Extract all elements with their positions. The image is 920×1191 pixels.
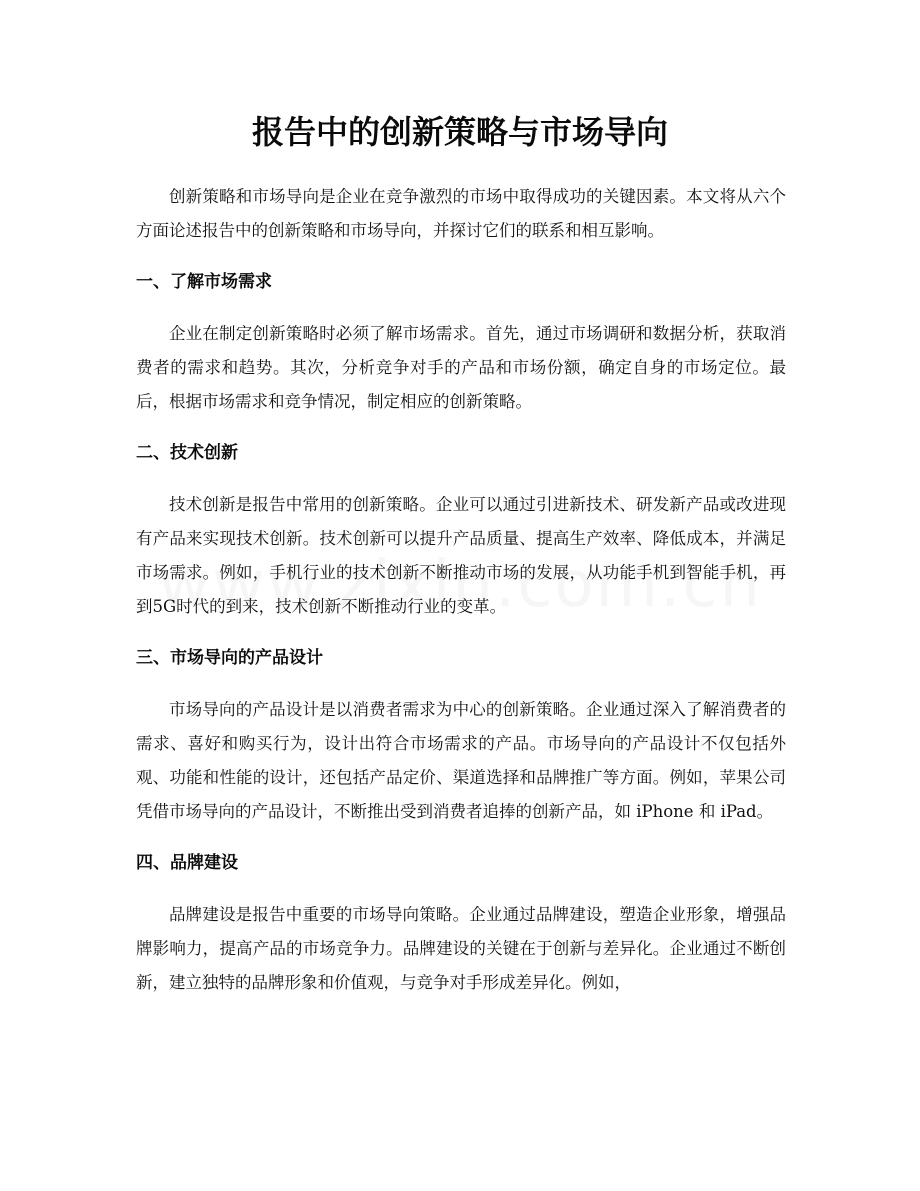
section-heading-tech-innovation: 二、技术创新 xyxy=(136,443,238,463)
page-title: 报告中的创新策略与市场导向 xyxy=(251,113,668,151)
intro-paragraph: 创新策略和市场导向是企业在竞争激烈的市场中取得成功的关键因素。本文将从六个方面论述报告中的创新策略和市场导向，并探讨它们的联系和相互影响。 xyxy=(136,187,786,240)
section-body-product-design: 市场导向的产品设计是以消费者需求为中心的创新策略。企业通过深入了解消费者的需求、喜好和购买行为，设计出符合市场需求的产品。市场导向的产品设计不仅包括外观、功能和性能的设计，还包括产品定价、渠道选择和品牌推广等方面。例如，苹果公司凭借市场导向的产品设计，不断推出受到消费者追捧的创新产品，如 iPhone 和 iPad。 xyxy=(136,700,786,821)
section-heading-brand-building: 四、品牌建设 xyxy=(136,853,238,873)
document-body xyxy=(136,180,786,1000)
section-body-market-demand: 企业在制定创新策略时必须了解市场需求。首先，通过市场调研和数据分析，获取消费者的需求和趋势。其次，分析竞争对手的产品和市场份额，确定自身的市场定位。最后，根据市场需求和竞争情况，制定相应的创新策略。 xyxy=(136,324,786,411)
section-heading-market-demand: 一、了解市场需求 xyxy=(136,272,272,292)
section-heading-product-design: 三、市场导向的产品设计 xyxy=(136,648,323,668)
section-body-brand-building: 品牌建设是报告中重要的市场导向策略。企业通过品牌建设，塑造企业形象，增强品牌影响力，提高产品的市场竞争力。品牌建设的关键在于创新与差异化。企业通过不断创新，建立独特的品牌形象和价值观，与竞争对手形成差异化。例如， xyxy=(136,905,786,992)
section-body-tech-innovation: 技术创新是报告中常用的创新策略。企业可以通过引进新技术、研发新产品或改进现有产品来实现技术创新。技术创新可以提升产品质量、提高生产效率、降低成本，并满足市场需求。例如，手机行业的技术创新不断推动市场的发展，从功能手机到智能手机，再到5G时代的到来，技术创新不断推动行业的变革。 xyxy=(136,495,786,616)
